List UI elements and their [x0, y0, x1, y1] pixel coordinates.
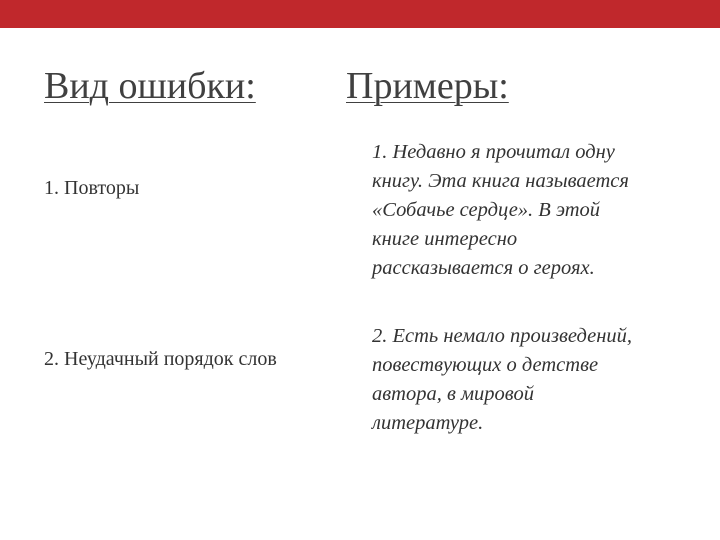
example-line: 1. Недавно я прочитал одну: [372, 141, 615, 163]
example-line: литературе.: [372, 412, 484, 434]
example-line: книгу. Эта книга называется: [372, 170, 629, 192]
example-repetitions: [372, 138, 692, 283]
example-line: «Собачье сердце». В этой: [372, 199, 601, 221]
example-line: повествующих о детстве: [372, 354, 599, 376]
error-type-word-order: 2. Неудачный порядок слов: [44, 348, 277, 370]
heading-error-type: Вид ошибки:: [44, 65, 256, 107]
example-line: автора, в мировой: [372, 383, 534, 405]
error-type-repetitions: 1. Повторы: [44, 177, 140, 199]
example-line: рассказывается о героях.: [372, 257, 595, 279]
example-word-order: [372, 322, 692, 438]
example-line: 2. Есть немало произведений,: [372, 325, 633, 347]
example-line: книге интересно: [372, 228, 518, 250]
top-accent-bar: [0, 0, 720, 28]
heading-examples: Примеры:: [346, 65, 509, 107]
